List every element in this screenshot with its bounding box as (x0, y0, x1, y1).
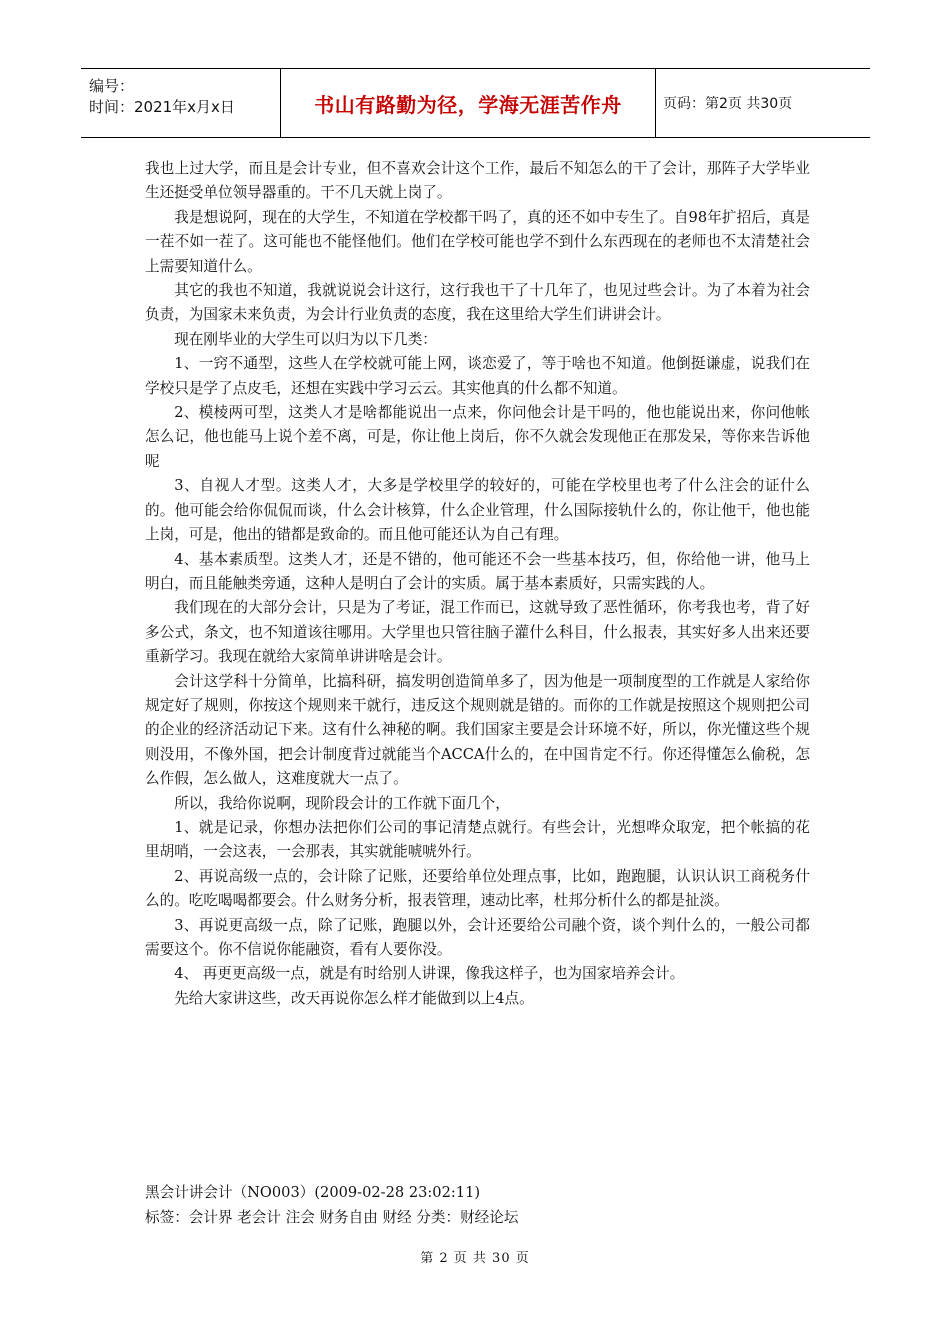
page-footer: 第 2 页 共 30 页 (420, 1251, 530, 1266)
paragraph: 现在刚毕业的大学生可以归为以下几类： (174, 330, 437, 348)
header-motto-cell (281, 69, 656, 137)
article-source: 黑会计讲会计（NO003）(2009-02-28 23:02:11) (145, 1184, 481, 1201)
paragraph: 所以，我给你说啊，现阶段会计的工作就下面几个， (174, 794, 510, 812)
header-motto: 书山有路勤为径，学海无涯苦作舟 (314, 92, 622, 117)
document-date: 时间：2021年x月x日 (89, 98, 235, 116)
list-item: 3、再说更高级一点，除了记账，跑腿以外，会计还要给公司融个资，谈个判什么的，一般公司都需要这个。你不信说你能融资，看有人要你没。 (145, 916, 810, 958)
header-page-info: 页码：第2页 共30页 (663, 96, 793, 112)
page-header (81, 68, 870, 138)
article-tags: 标签：会计界 老会计 注会 财务自由 财经 分类：财经论坛 (145, 1209, 519, 1226)
document-number: 编号： (89, 77, 135, 95)
paragraph: 我也上过大学，而且是会计专业，但不喜欢会计这个工作，最后不知怎么的干了会计，那阵子大学毕业生还挺受单位领导器重的。干不几天就上岗了。 (145, 160, 810, 202)
list-item: 4、 再更更高级一点，就是有时给别人讲课，像我这样子，也为国家培养会计。 (174, 965, 685, 983)
list-item: 3、自视人才型。这类人才，大多是学校里学的较好的，可能在学校里也考了什么注会的证什么的。他可能会给你侃侃而谈，什么会计核算，什么企业管理，什么国际接轨什么的，你让他干，他也能上岗，可是，他出的错都是致命的。而且他可能还认为自己有理。 (145, 477, 810, 544)
paragraph: 我们现在的大部分会计，只是为了考证，混工作而已，这就导致了恶性循环，你考我也考，背了好多公式，条文，也不知道该往哪用。大学里也只管往脑子灌什么科目，什么报表，其实好多人出来还要重新学习。我现在就给大家简单讲讲啥是会计。 (145, 599, 810, 666)
list-item: 2、再说高级一点的，会计除了记账，还要给单位处理点事，比如，跑跑腿，认识认识工商税务什么的。吃吃喝喝都要会。什么财务分析，报表管理，速动比率，杜邦分析什么的都是扯淡。 (145, 867, 810, 910)
paragraph: 会计这学科十分简单，比搞科研，搞发明创造简单多了，因为他是一项制度型的工作就是人家给你规定好了规则，你按这个规则来干就行，违反这个规则就是错的。而你的工作就是按照这个规则把公司的企业的经济活动记下来。这有什么神秘的啊。我们国家主要是会计环境不好，所以，你光懂这些个规则没用，不像外国，把会计制度背过就能当个ACCA什么的，在中国肯定不行。你还得懂怎么偷税，怎么作假，怎么做人，这难度就大一点了。 (145, 672, 810, 788)
list-item: 1、一窍不通型，这些人在学校就可能上网，谈恋爱了，等于啥也不知道。他倒挺谦虚，说我们在学校只是学了点皮毛，还想在实践中学习云云。其实他真的什么都不知道。 (145, 355, 810, 397)
list-item: 4、基本素质型。这类人才，还是不错的，他可能还不会一些基本技巧，但，你给他一讲，他马上明白，而且能触类旁通，这种人是明白了会计的实质。属于基本素质好，只需实践的人。 (145, 550, 810, 592)
header-info-cell (81, 69, 281, 137)
list-item: 1、就是记录，你想办法把你们公司的事记清楚点就行。有些会计，光想哗众取宠，把个帐搞的花里胡哨，一会这表，一会那表，其实就能唬唬外行。 (145, 818, 810, 861)
article-meta (145, 1180, 810, 1230)
article-body (145, 157, 810, 1011)
paragraph: 其它的我也不知道，我就说说会计这行，这行我也干了十几年了，也见过些会计。为了本着为社会负责，为国家未来负责，为会计行业负责的态度，我在这里给大学生们讲讲会计。 (145, 282, 810, 324)
paragraph: 我是想说阿，现在的大学生，不知道在学校都干吗了，真的还不如中专生了。自98年扩招后，真是一茬不如一茬了。这可能也不能怪他们。他们在学校可能也学不到什么东西现在的老师也不太清楚社会上需要知道什么。 (145, 208, 810, 275)
paragraph: 先给大家讲这些，改天再说你怎么样才能做到以上4点。 (174, 989, 534, 1007)
list-item: 2、模棱两可型，这类人才是啥都能说出一点来，你问他会计是干吗的，他也能说出来，你问他帐怎么记，他也能马上说个差不离，可是，你让他上岗后，你不久就会发现他正在那发呆，等你来告诉他呢 (145, 404, 810, 470)
